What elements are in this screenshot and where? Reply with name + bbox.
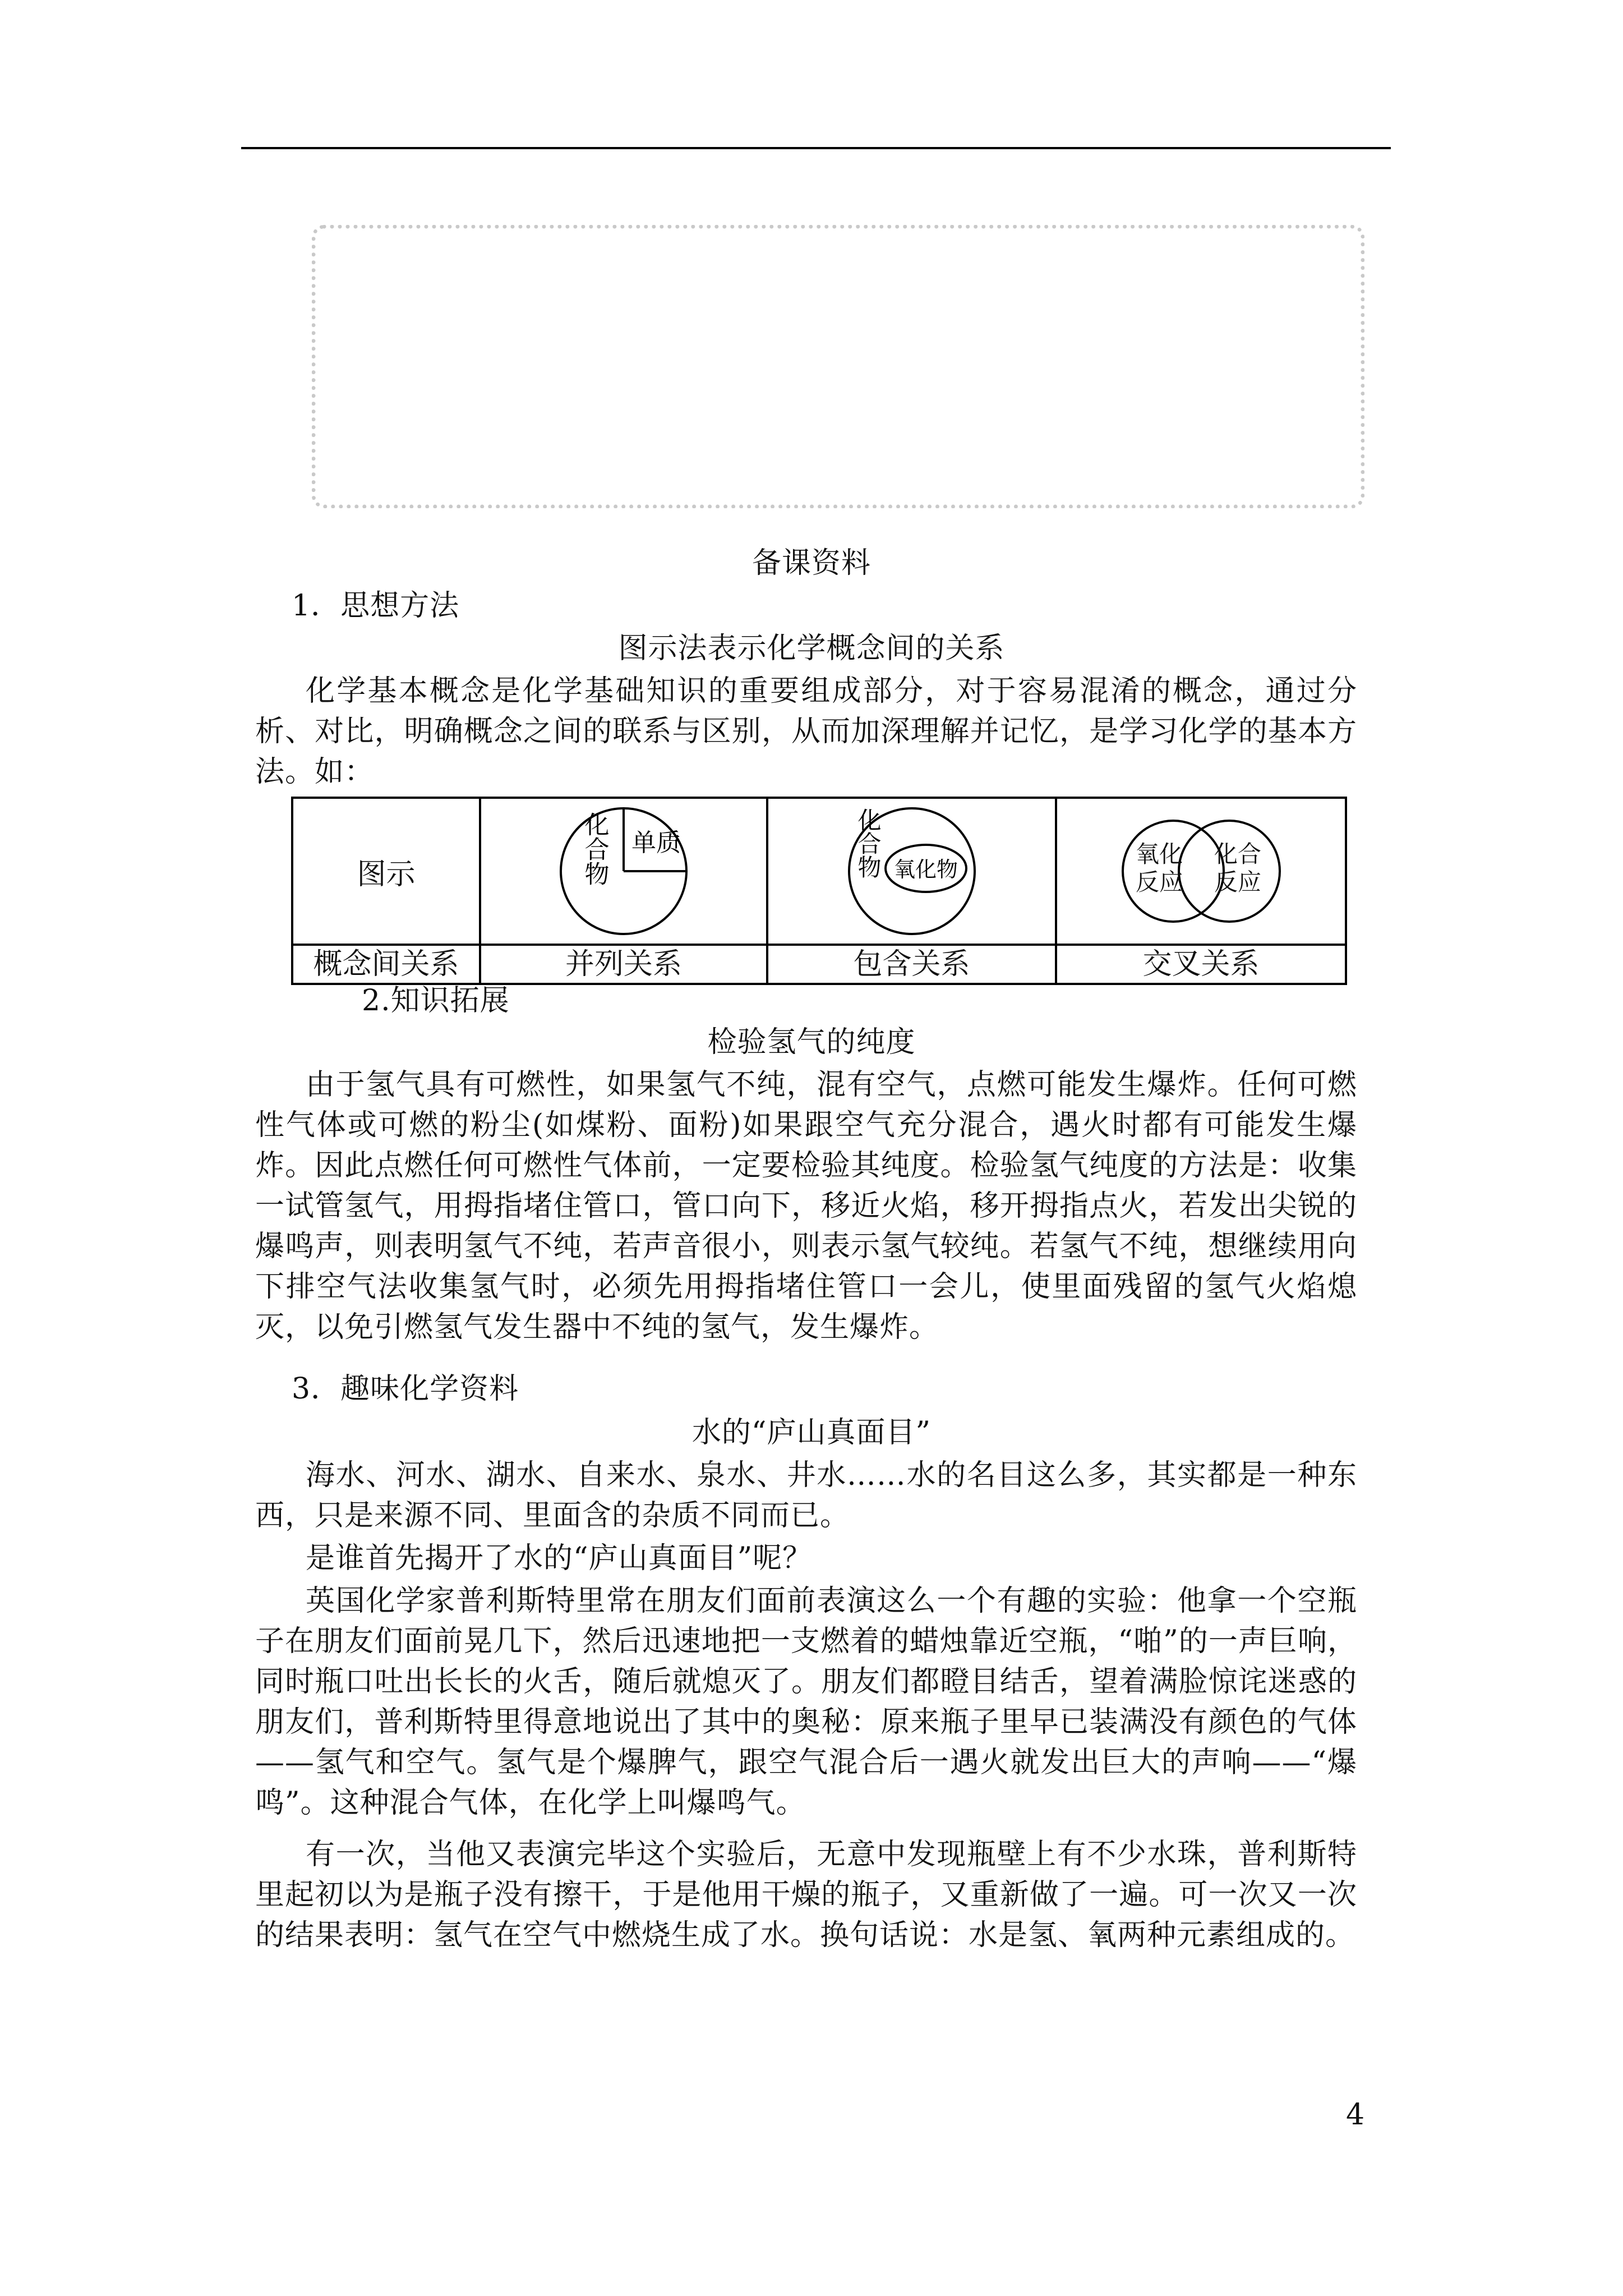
intersection-venn (1112, 815, 1291, 927)
diagram-intersection (1056, 798, 1346, 945)
concept-relation-table (291, 797, 1347, 985)
paragraph-3c: 英国化学家普利斯特里常在朋友们面前表演这么一个有趣的实验：他拿一个空瓶子在朋友们面前晃几下，然后迅速地把一支燃着的蜡烛靠近空瓶，“啪”的一声巨响，同时瓶口吐出长长的火舌，随后就熄灭了。朋友们都瞪目结舌，望着满脸惊诧迷惑的朋友们，普利斯特里得意地说出了其中的奥秘：原来瓶子里早已装满没有颜色的气体——氢气和空气。氢气是个爆脾气，跟空气混合后一遇火就发出巨大的声响——“爆鸣”。这种混合气体，在化学上叫爆鸣气。 (255, 1584, 1357, 1820)
relation-parallel: 并列关系 (480, 945, 767, 984)
paragraph-2: 由于氢气具有可燃性，如果氢气不纯，混有空气，点燃可能发生爆炸。任何可燃性气体或可燃的粉尘(如煤粉、面粉)如果跟空气充分混合，遇火时都有可能发生爆炸。因此点燃任何可燃性气体前，一定要检验其纯度。检验氢气纯度的方法是：收集一试管氢气，用拇指堵住管口，管口向下，移近火焰，移开拇指点火，若发出尖锐的爆鸣声，则表明氢气不纯，若声音很小，则表示氢气较纯。若氢气不纯，想继续用向下排空气法收集氢气时，必须先用拇指堵住管口一会儿，使里面残留的氢气火焰熄灭，以免引燃氢气发生器中不纯的氢气，发生爆炸。 (255, 1068, 1357, 1344)
heading-2: 2.知识拓展 (362, 984, 510, 1018)
inner-label-1: 单质 (631, 829, 681, 857)
page-number: 4 (1346, 2098, 1365, 2132)
paragraph-3a: 海水、河水、湖水、自来水、泉水、井水……水的名目这么多，其实都是一种东西，只是来源不同、里面含的杂质不同而已。 (255, 1458, 1357, 1533)
relation-inclusion: 包含关系 (767, 945, 1056, 984)
heading-1: 1．思想方法 (292, 589, 460, 623)
section-title: 备课资料 (751, 546, 871, 580)
diagram-parallel (480, 798, 767, 945)
parallel-venn (556, 804, 691, 938)
subtitle-3: 水的“庐山真面目” (691, 1416, 932, 1450)
outer-label-1: 化合物 (580, 812, 609, 886)
subtitle-2: 检验氢气的纯度 (707, 1025, 916, 1059)
row-label-relation: 概念间关系 (292, 945, 480, 984)
outer-label-2: 化合物 (854, 808, 882, 878)
empty-dotted-box (312, 225, 1364, 508)
row-label-diagram: 图示 (292, 798, 480, 945)
left-label-3: 氧化反应 (1135, 840, 1183, 896)
relation-intersection: 交叉关系 (1056, 945, 1346, 984)
inner-label-2: 氧化物 (893, 857, 958, 882)
paragraph-3d: 有一次，当他又表演完毕这个实验后，无意中发现瓶壁上有不少水珠，普利斯特里起初以为是瓶子没有擦干，于是他用干燥的瓶子，又重新做了一遍。可一次又一次的结果表明：氢气在空气中燃烧生成了水。换句话说：水是氢、氧两种元素组成的。 (255, 1838, 1357, 1952)
paragraph-3b: 是谁首先揭开了水的“庐山真面目”呢？ (306, 1542, 813, 1575)
paragraph-1: 化学基本概念是化学基础知识的重要组成部分，对于容易混淆的概念，通过分析、对比，明确概念之间的联系与区别，从而加深理解并记忆，是学习化学的基本方法。如： (255, 674, 1357, 789)
inclusion-venn (845, 804, 979, 938)
right-label-3: 化合反应 (1214, 840, 1261, 896)
heading-3: 3．趣味化学资料 (292, 1372, 519, 1406)
subtitle-1: 图示法表示化学概念间的关系 (618, 632, 1005, 665)
header-rule (241, 147, 1391, 149)
diagram-inclusion (767, 798, 1056, 945)
